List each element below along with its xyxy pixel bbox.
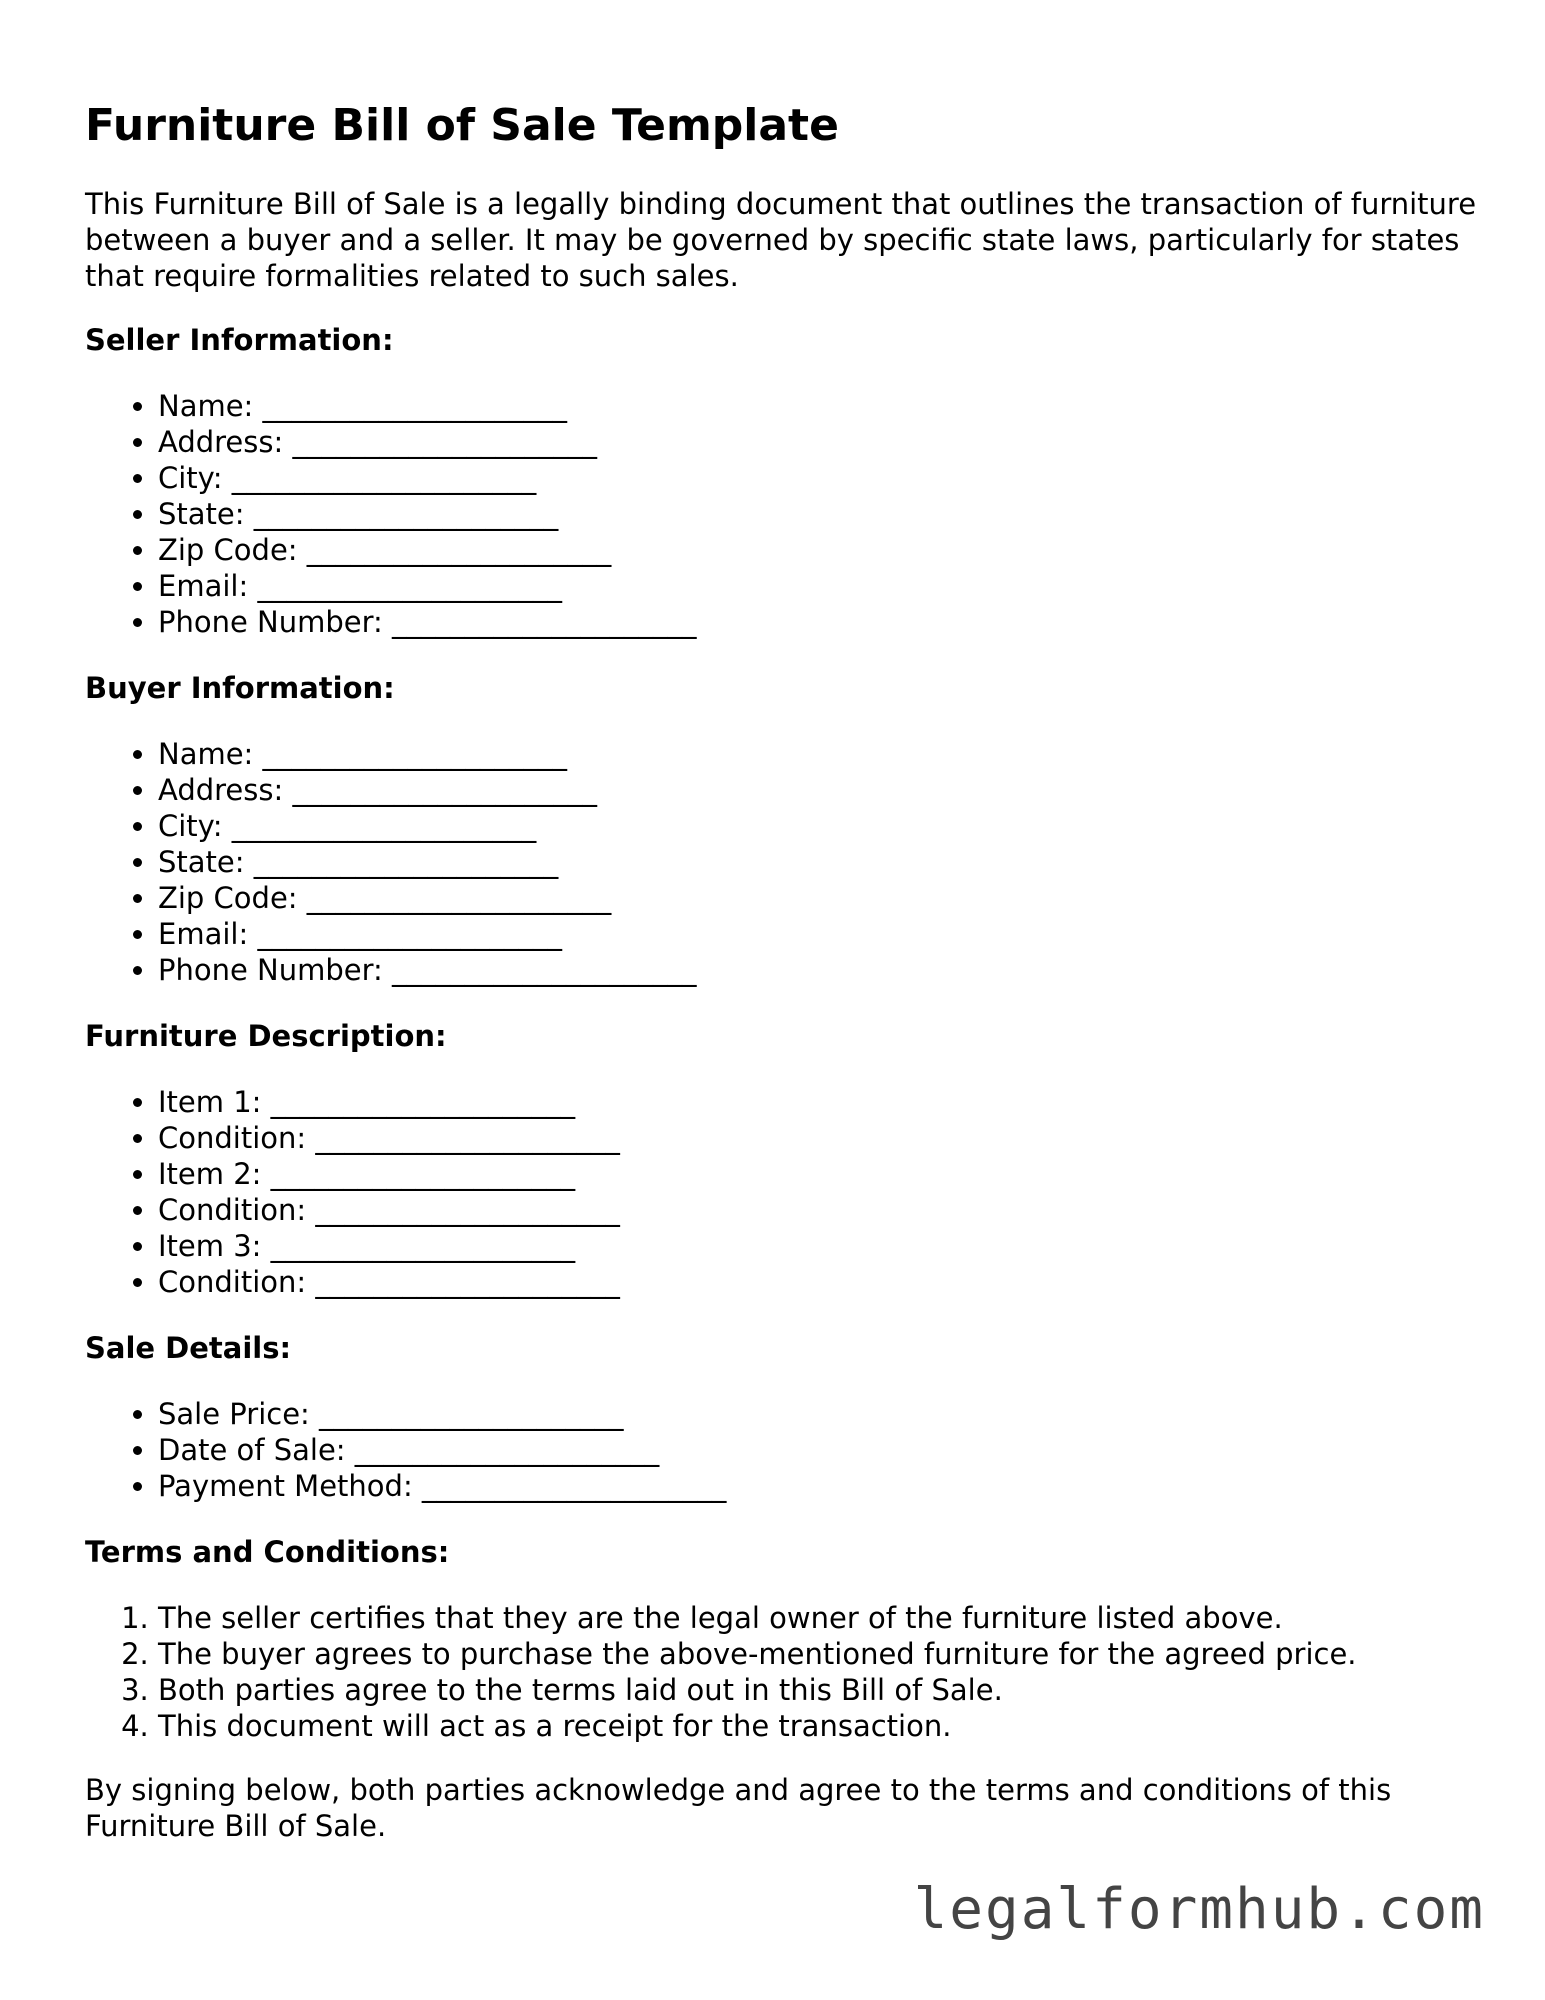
term-item: 2. The buyer agrees to purchase the above-mentioned furniture for the agreed price. (158, 1636, 1485, 1672)
document-page (85, 100, 1485, 1844)
terms-list (85, 1600, 1485, 1744)
seller-list (85, 388, 1485, 640)
sale-list (85, 1396, 1485, 1504)
furniture-condition-3-field: • Condition: _____________________ (158, 1264, 1485, 1300)
buyer-email-field: • Email: _____________________ (158, 916, 1485, 952)
buyer-phone-field: • Phone Number: _____________________ (158, 952, 1485, 988)
furniture-heading: Furniture Description: (85, 1019, 447, 1053)
sale-price-field: • Sale Price: _____________________ (158, 1396, 1485, 1432)
seller-address-field: • Address: _____________________ (158, 424, 1485, 460)
seller-city-field: • City: _____________________ (158, 460, 1485, 496)
sale-heading: Sale Details: (85, 1331, 292, 1365)
furniture-item-2-field: • Item 2: _____________________ (158, 1156, 1485, 1192)
furniture-item-3-field: • Item 3: _____________________ (158, 1228, 1485, 1264)
terms-heading: Terms and Conditions: (85, 1535, 450, 1569)
buyer-heading: Buyer Information: (85, 671, 395, 705)
watermark-logo: legalformhub.com (913, 1877, 1485, 1942)
buyer-list (85, 736, 1485, 988)
closing-paragraph: By signing below, both parties acknowledge and agree to the terms and conditions of this Furniture Bill of Sale. (85, 1773, 1392, 1843)
intro-paragraph: This Furniture Bill of Sale is a legally binding document that outlines the transaction of furniture between a buyer and a seller. It may be governed by specific state laws, particularly for states that require formalities related to such sales. (85, 187, 1477, 293)
furniture-list (85, 1084, 1485, 1300)
term-item: 3. Both parties agree to the terms laid out in this Bill of Sale. (158, 1672, 1485, 1708)
document-title: Furniture Bill of Sale Template (85, 100, 839, 151)
seller-zip-field: • Zip Code: _____________________ (158, 532, 1485, 568)
furniture-condition-1-field: • Condition: _____________________ (158, 1120, 1485, 1156)
seller-phone-field: • Phone Number: _____________________ (158, 604, 1485, 640)
seller-heading: Seller Information: (85, 323, 394, 357)
buyer-address-field: • Address: _____________________ (158, 772, 1485, 808)
buyer-name-field: • Name: _____________________ (158, 736, 1485, 772)
seller-email-field: • Email: _____________________ (158, 568, 1485, 604)
buyer-zip-field: • Zip Code: _____________________ (158, 880, 1485, 916)
buyer-state-field: • State: _____________________ (158, 844, 1485, 880)
seller-name-field: • Name: _____________________ (158, 388, 1485, 424)
term-item: 4. This document will act as a receipt for the transaction. (158, 1708, 1485, 1744)
payment-method-field: • Payment Method: _____________________ (158, 1468, 1485, 1504)
buyer-city-field: • City: _____________________ (158, 808, 1485, 844)
sale-date-field: • Date of Sale: _____________________ (158, 1432, 1485, 1468)
term-item: 1. The seller certifies that they are the legal owner of the furniture listed above. (158, 1600, 1485, 1636)
seller-state-field: • State: _____________________ (158, 496, 1485, 532)
furniture-item-1-field: • Item 1: _____________________ (158, 1084, 1485, 1120)
furniture-condition-2-field: • Condition: _____________________ (158, 1192, 1485, 1228)
